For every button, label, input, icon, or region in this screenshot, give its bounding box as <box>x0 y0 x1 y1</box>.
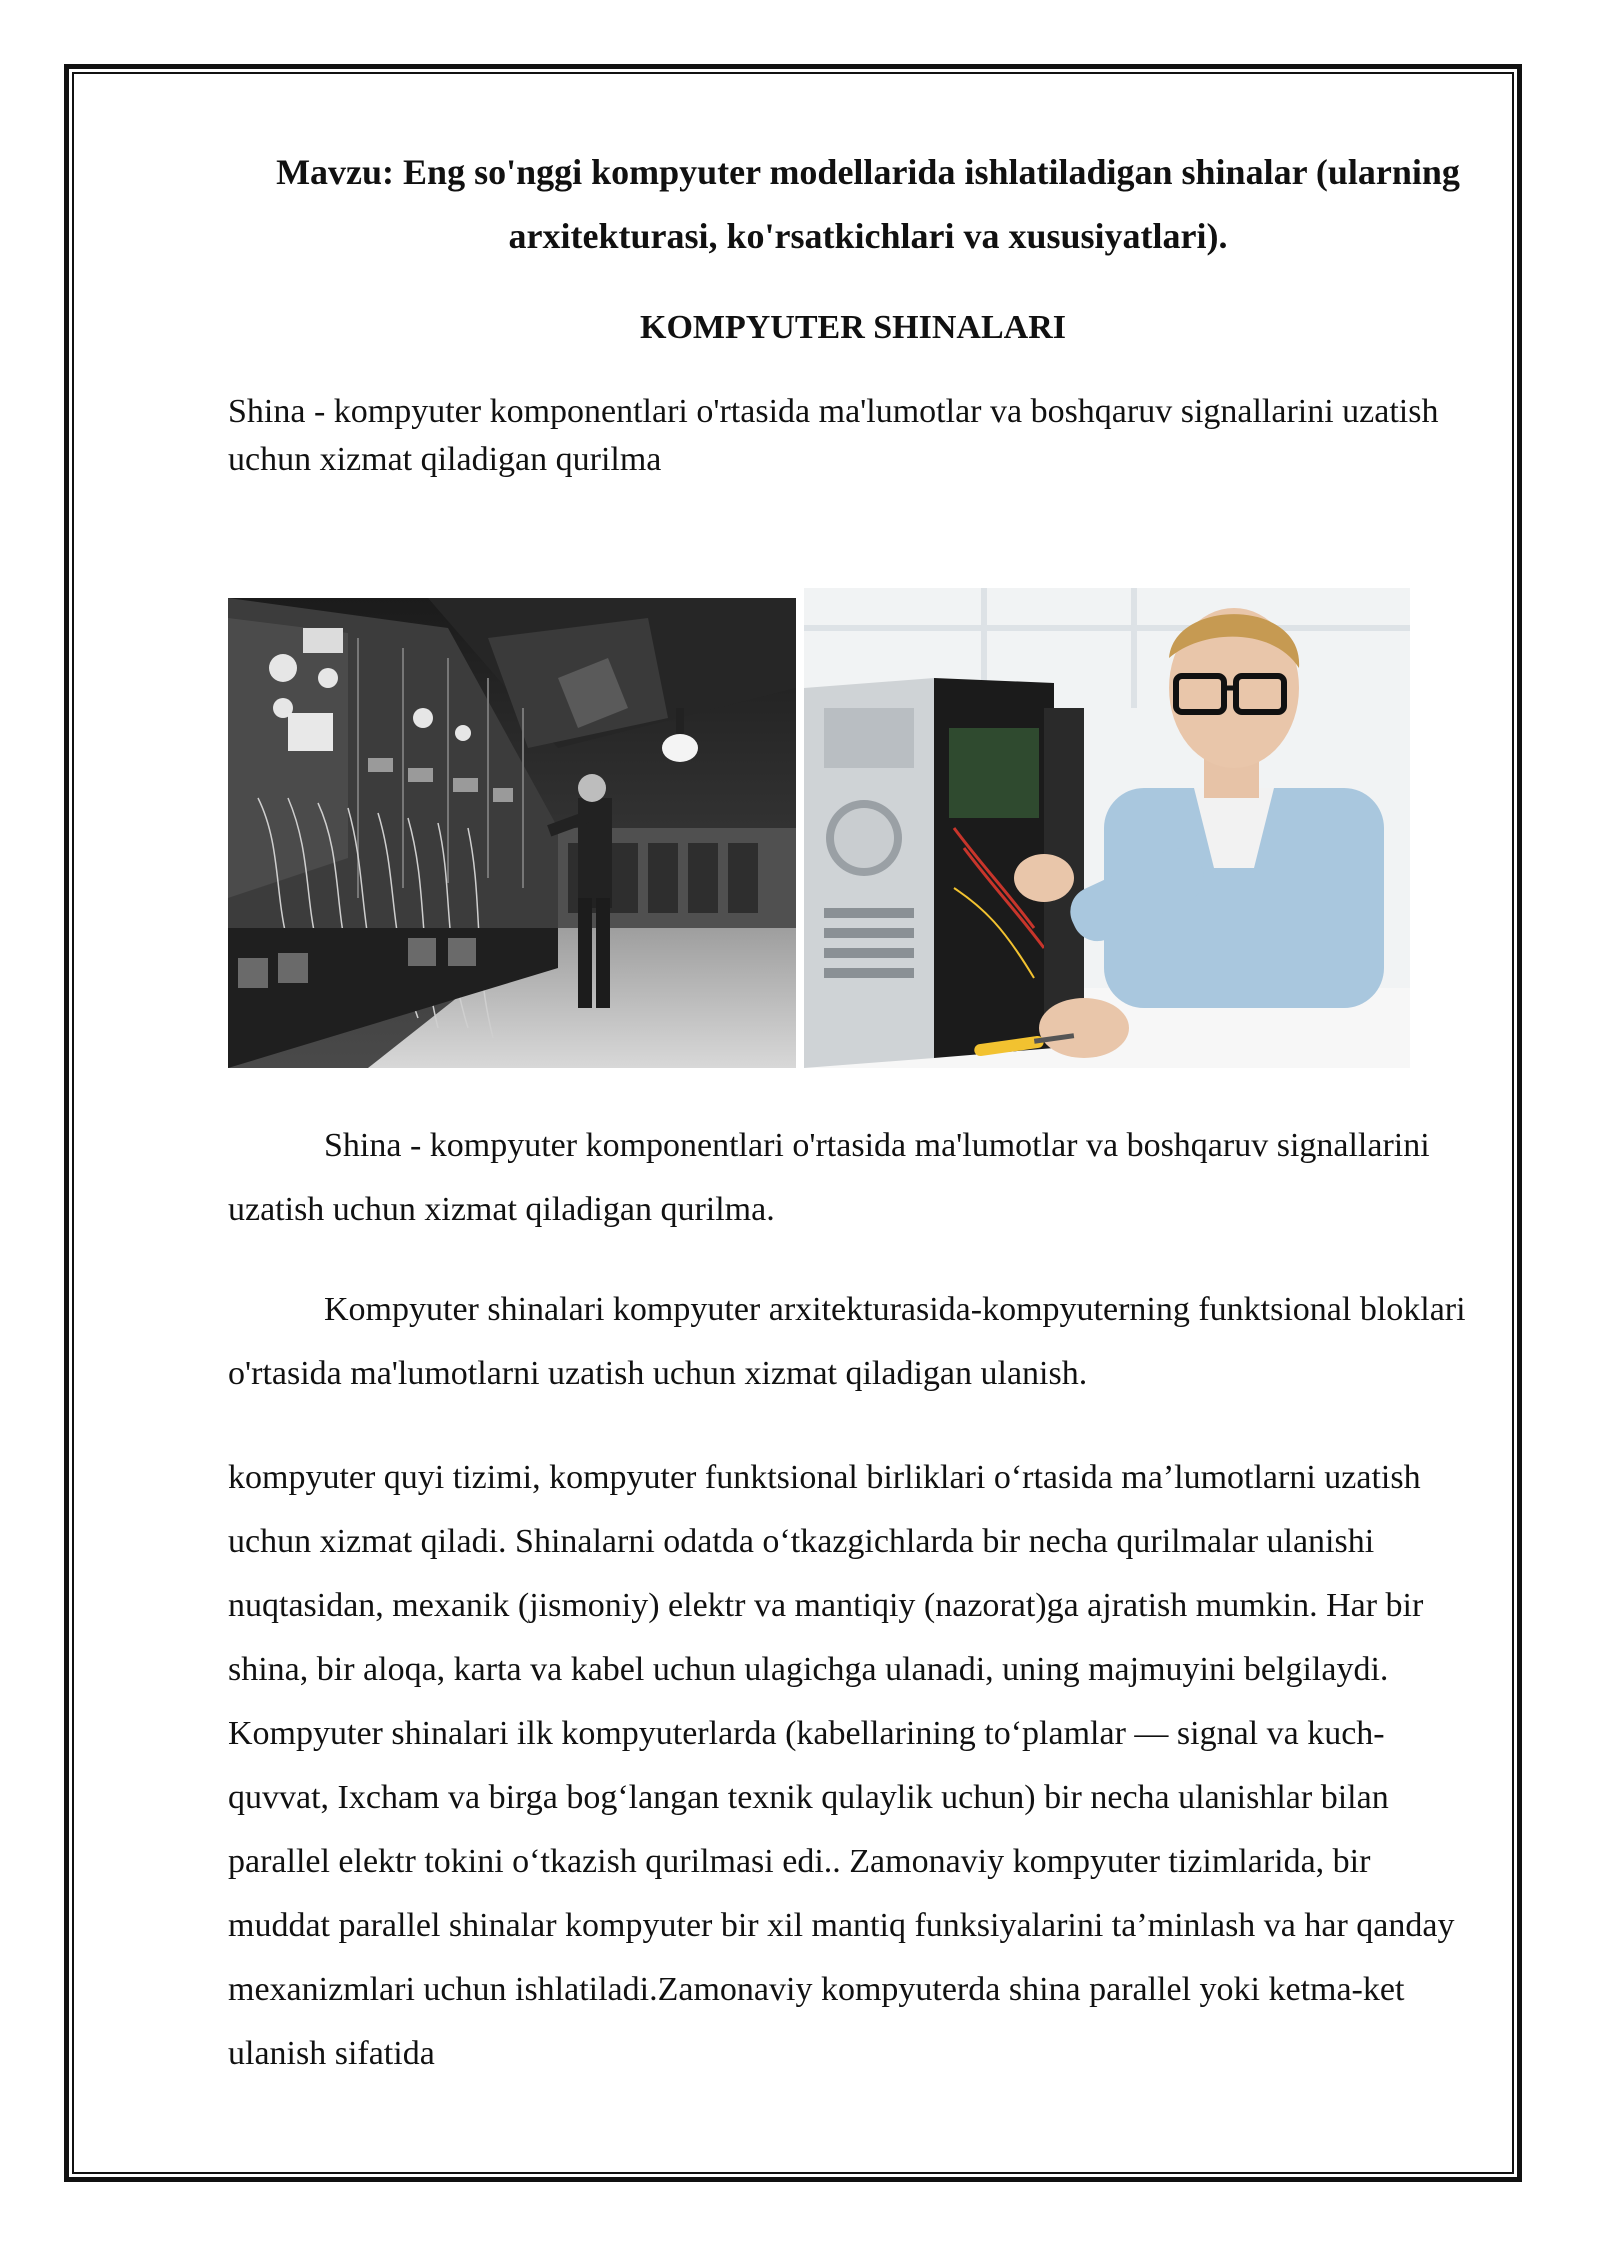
illustrations <box>228 588 1478 1078</box>
paragraph-definition: Shina - kompyuter komponentlari o'rtasida ma'lumotlar va boshqaruv signallarini uzatish uchun xizmat qiladigan qurilma. <box>228 1127 1430 1228</box>
pc-repair-photo <box>804 588 1410 1068</box>
intro-definition: Shina - kompyuter komponentlari o'rtasida ma'lumotlar va boshqaruv signallarini uzatish uchun xizmat qiladigan qurilma <box>228 393 1439 478</box>
paragraph-architecture: Kompyuter shinalari kompyuter arxitekturasida-kompyuterning funktsional bloklari o'rtasida ma'lumotlarni uzatish uchun xizmat qiladigan ulanish. <box>228 1291 1466 1392</box>
document-title: Mavzu: Eng so'nggi kompyuter modellarida ishlatiladigan shinalar (ularning arxitekturasi, ko'rsatkichlari va xususiyatlari). <box>276 152 1460 256</box>
section-heading: KOMPYUTER SHINALARI <box>640 309 1066 346</box>
page-content <box>228 140 1478 2086</box>
paragraph-subsystem: kompyuter quyi tizimi, kompyuter funktsional birliklari o‘rtasida ma’lumotlarni uzatish uchun xizmat qiladi. Shinalarni odatda o‘tkazgichlarda bir necha qurilmalar ulanishi nuqtasidan, mexanik (jismoniy) elektr va mantiqiy (nazorat)ga ajratish mumkin. Har bir shina, bir aloqa, karta va kabel uchun ulagichga ulanadi, uning majmuyini belgilaydi. Kompyuter shinalari ilk kompyuterlarda (kabellarining to‘plamlar — signal va kuch-quvvat, Ixcham va birga bog‘langan texnik qulaylik uchun) bir necha ulanishlar bilan parallel elektr tokini o‘tkazish qurilmasi edi.. Zamonaviy kompyuter tizimlarida, bir muddat parallel shinalar kompyuter bir xil mantiq funksiyalarini ta’minlash va har qanday mexanizmlari uchun ishlatiladi.Zamonaviy kompyuterda shina parallel yoki ketma-ket ulanish sifatida <box>228 1459 1455 2072</box>
vintage-computer-photo <box>228 598 796 1068</box>
